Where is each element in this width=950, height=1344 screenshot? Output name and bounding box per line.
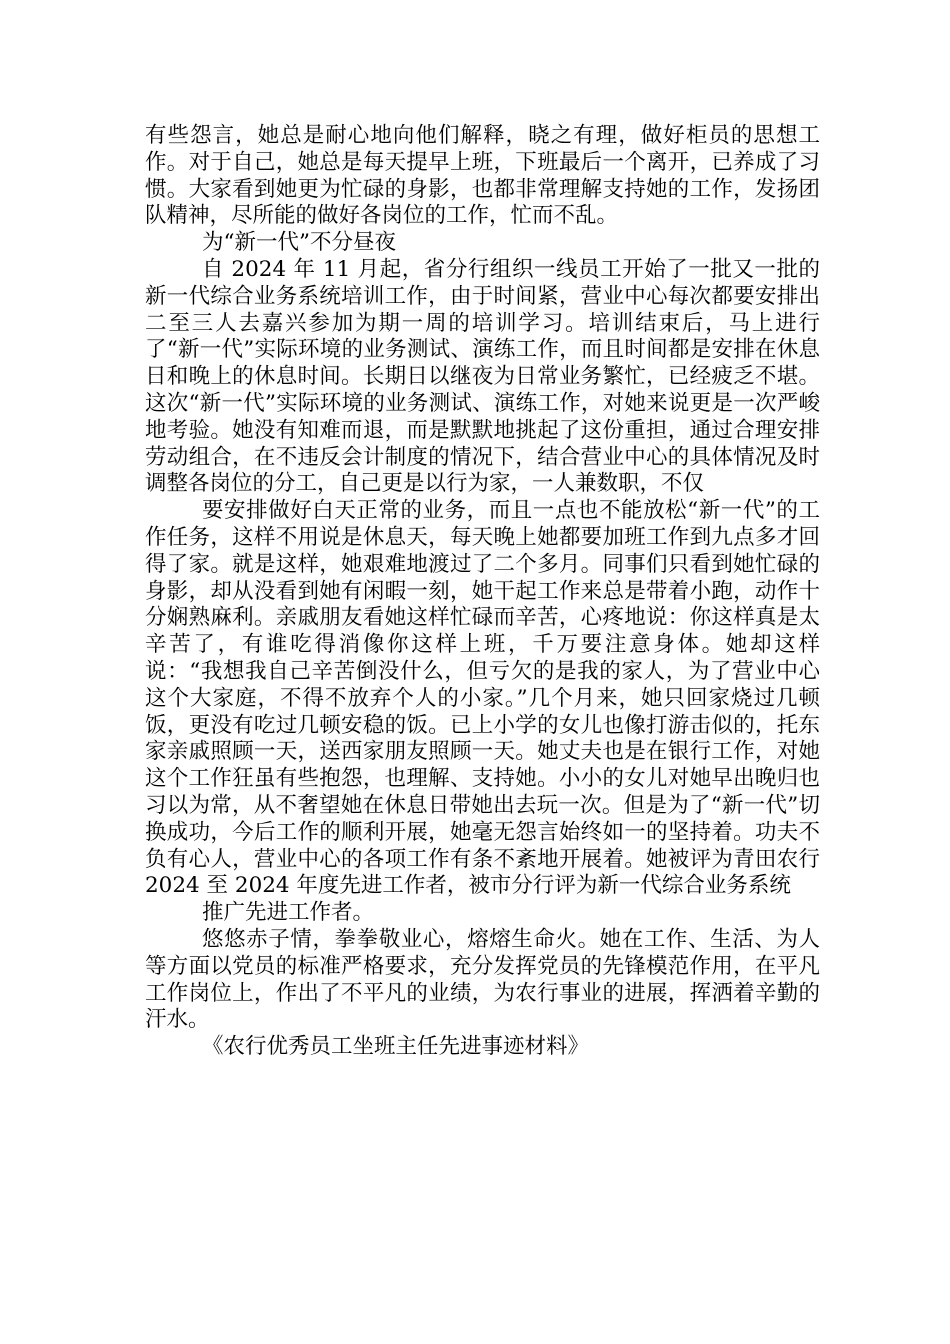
document-page bbox=[145, 123, 827, 1061]
paragraph-4: 推广先进工作者。 bbox=[202, 900, 375, 926]
section-heading: 为“新一代”不分昼夜 bbox=[202, 230, 396, 256]
paragraph-5: 悠悠赤子情，拳拳敬业心，熔熔生命火。她在工作、生活、为人等方面以党员的标准严格要求，充分发挥党员的先锋模范作用，在平凡工作岗位上，作出了不平凡的业绩，为农行事业的进展，挥洒着辛勤的汗水。 bbox=[145, 926, 820, 1033]
paragraph-2: 自 2024 年 11 月起，省分行组织一线员工开始了一批又一批的新一代综合业务系统培训工作，由于时间紧，营业中心每次都要安排出二至三人去嘉兴参加为期一周的培训学习。培训结束后，马上进行了“新一代”实际环境的业务测试、演练工作，而且时间都是安排在休息日和晚上的休息时间。长期日以继夜为日常业务繁忙，已经疲乏不堪。这次“新一代”实际环境的业务测试、演练工作，对她来说更是一次严峻地考验。她没有知难而退，而是默默地挑起了这份重担，通过合理安排劳动组合，在不违反会计制度的情况下，结合营业中心的具体情况及时调整各岗位的分工，自己更是以行为家，一人兼数职，不仅 bbox=[145, 256, 820, 497]
paragraph-3: 要安排做好白天正常的业务，而且一点也不能放松“新一代”的工作任务，这样不用说是休息天，每天晚上她都要加班工作到九点多才回得了家。就是这样，她艰难地渡过了二个多月。同事们只看到她忙碌的身影，却从没看到她有闲暇一刻，她干起工作来总是带着小跑，动作十分娴熟麻利。亲戚朋友看她这样忙碌而辛苦，心疼地说：你这样真是太辛苦了，有谁吃得消像你这样上班，千万要注意身体。她却这样说：“我想我自己辛苦倒没什么，但亏欠的是我的家人，为了营业中心这个大家庭，不得不放弃个人的小家。”几个月来，她只回家烧过几顿饭，更没有吃过几顿安稳的饭。已上小学的女儿也像打游击似的，托东家亲戚照顾一天，送西家朋友照顾一天。她丈夫也是在银行工作，对她这个工作狂虽有些抱怨，也理解、支持她。小小的女儿对她早出晚归也习以为常，从不奢望她在休息日带她出去玩一次。但是为了“新一代”切换成功，今后工作的顺利开展，她毫无怨言始终如一的坚持着。功夫不负有心人，营业中心的各项工作有条不紊地开展着。她被评为青田农行 2024 至 2024 年度先进工作者，被市分行评为新一代综合业务系统 bbox=[145, 498, 827, 899]
document-title-footer: 《农行优秀员工坐班主任先进事迹材料》 bbox=[202, 1034, 590, 1060]
paragraph-1: 有些怨言，她总是耐心地向他们解释，晓之有理，做好柜员的思想工作。对于自己，她总是每天提早上班，下班最后一个离开，已养成了习惯。大家看到她更为忙碌的身影，也都非常理解支持她的工作，发扬团队精神，尽所能的做好各岗位的工作，忙而不乱。 bbox=[145, 123, 820, 229]
